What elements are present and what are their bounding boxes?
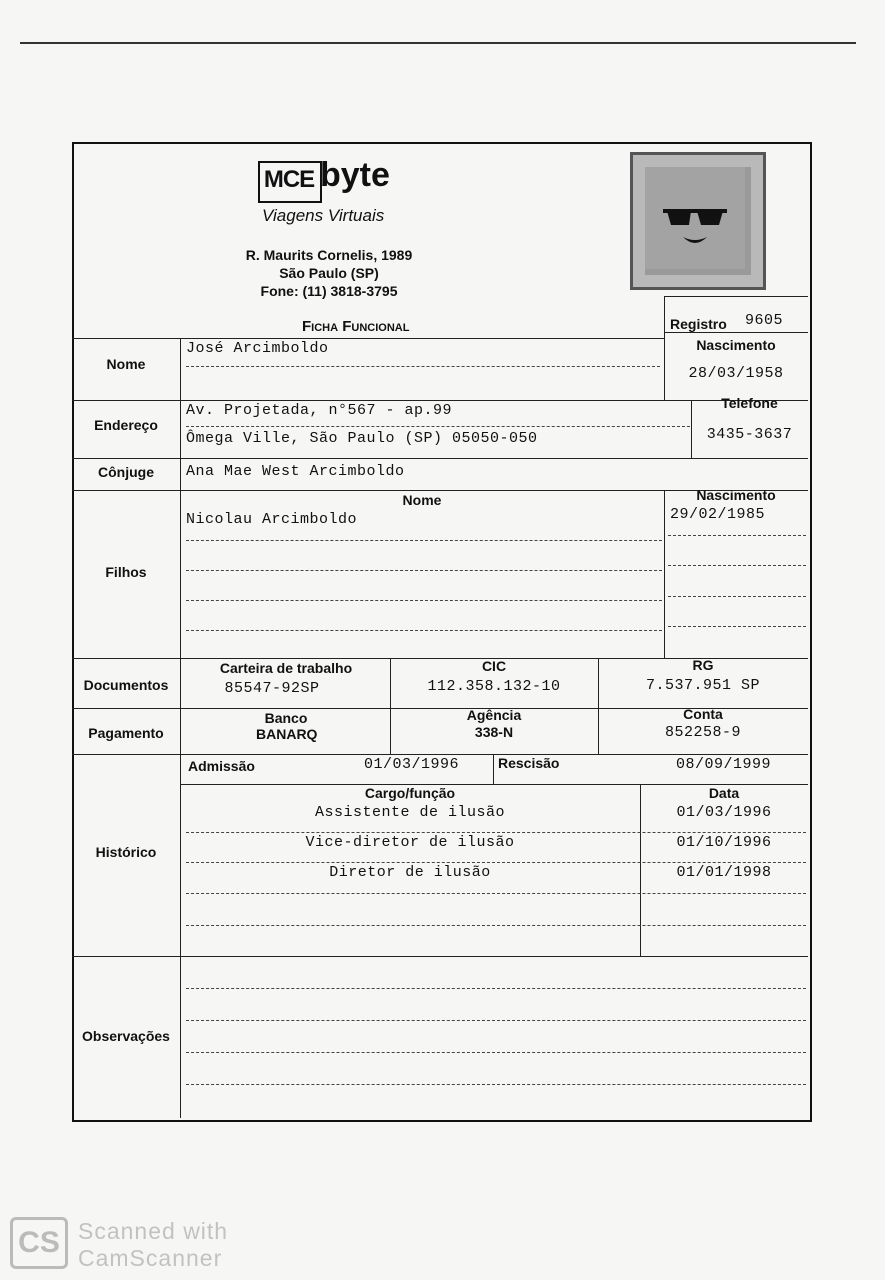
dotted-line	[186, 1020, 806, 1021]
logo-mce: MCE	[263, 166, 315, 193]
dotted-line	[668, 565, 806, 566]
divider	[180, 400, 181, 458]
company-phone: Fone: (11) 3818-3795	[260, 283, 398, 299]
divider	[72, 754, 808, 755]
company-city: São Paulo (SP)	[279, 265, 379, 281]
dotted-line	[668, 626, 806, 627]
dotted-line	[186, 630, 662, 631]
ctps-value: 85547-92SP	[224, 680, 320, 697]
admissao-label: Admissão	[188, 758, 255, 774]
nome-label: Nome	[106, 356, 146, 372]
endereco-line1: Av. Projetada, n°567 - ap.99	[186, 402, 453, 419]
dotted-line	[186, 426, 690, 427]
agencia-label: Agência	[466, 707, 522, 723]
dotted-line	[186, 925, 806, 926]
divider	[180, 490, 181, 658]
data-row-1: 01/03/1996	[676, 804, 772, 821]
documentos-label: Documentos	[83, 677, 169, 693]
divider	[180, 708, 181, 758]
endereco-label: Endereço	[94, 417, 158, 433]
cargo-row-1: Assistente de ilusão	[314, 804, 506, 821]
telefone-label: Telefone	[721, 395, 778, 411]
watermark-line2: CamScanner	[78, 1245, 223, 1271]
data-header: Data	[708, 785, 740, 801]
divider	[72, 458, 808, 459]
banco-label: Banco	[264, 710, 308, 726]
dotted-line	[186, 366, 660, 367]
filhos-nome-header: Nome	[402, 492, 442, 508]
cargo-header: Cargo/função	[364, 785, 456, 801]
divider	[180, 658, 181, 708]
divider	[664, 490, 665, 658]
filhos-label: Filhos	[105, 564, 147, 580]
dotted-line	[186, 1052, 806, 1053]
endereco-line2: Ômega Ville, São Paulo (SP) 05050-050	[186, 430, 538, 447]
company-tagline: Viagens Virtuais	[262, 206, 385, 225]
cic-label: CIC	[481, 658, 507, 674]
divider	[664, 296, 808, 297]
agencia-value: 338-N	[474, 724, 514, 740]
divider	[72, 338, 664, 339]
filhos-nascimento-header: Nascimento	[696, 487, 776, 503]
conta-label: Conta	[683, 706, 723, 722]
dotted-line	[186, 540, 662, 541]
watermark-line1: Scanned with	[78, 1218, 229, 1244]
divider	[180, 458, 181, 490]
data-row-3: 01/01/1998	[676, 864, 772, 881]
nascimento-label: Nascimento	[696, 337, 776, 353]
filho-nome: Nicolau Arcimboldo	[186, 511, 358, 528]
rg-value: 7.537.951 SP	[645, 677, 761, 694]
rescisao-value: 08/09/1999	[676, 756, 772, 773]
divider	[493, 754, 494, 784]
form-title: Ficha Funcional	[302, 318, 410, 335]
nascimento-value: 28/03/1958	[688, 365, 784, 382]
conjuge-label: Cônjuge	[98, 464, 154, 480]
registro-value: 9605	[745, 312, 784, 329]
conjuge-value: Ana Mae West Arcimboldo	[186, 463, 405, 480]
company-street: R. Maurits Cornelis, 1989	[245, 247, 413, 263]
rg-label: RG	[692, 657, 714, 673]
dotted-line	[186, 832, 806, 833]
avatar-smiley-icon	[630, 152, 766, 290]
conta-value: 852258-9	[664, 724, 741, 741]
data-row-2: 01/10/1996	[676, 834, 772, 851]
admissao-value: 01/03/1996	[364, 756, 460, 773]
nome-value: José Arcimboldo	[186, 340, 329, 357]
dotted-line	[186, 1084, 806, 1085]
divider	[664, 332, 808, 333]
dotted-line	[186, 570, 662, 571]
telefone-value: 3435-3637	[706, 426, 793, 443]
dotted-line	[186, 988, 806, 989]
divider	[72, 956, 808, 957]
pagamento-label: Pagamento	[88, 725, 164, 741]
registro-label: Registro	[670, 316, 727, 332]
cic-value: 112.358.132-10	[427, 678, 561, 695]
dotted-line	[668, 596, 806, 597]
top-rule	[20, 42, 856, 44]
divider	[180, 338, 181, 400]
cargo-row-2: Vice-diretor de ilusão	[305, 834, 515, 851]
dotted-line	[668, 535, 806, 536]
cargo-row-3: Diretor de ilusão	[329, 864, 491, 881]
camscanner-logo-icon: CS	[10, 1217, 68, 1269]
dotted-line	[186, 893, 806, 894]
historico-label: Histórico	[95, 844, 157, 860]
filho-nascimento: 29/02/1985	[670, 506, 766, 523]
dotted-line	[186, 862, 806, 863]
dotted-line	[186, 600, 662, 601]
observacoes-label: Observações	[82, 1028, 170, 1044]
rescisao-label: Rescisão	[498, 755, 560, 771]
logo-byte: byte	[320, 156, 390, 194]
divider	[180, 754, 181, 1118]
banco-value: BANARQ	[256, 726, 318, 742]
ctps-label: Carteira de trabalho	[219, 660, 353, 676]
